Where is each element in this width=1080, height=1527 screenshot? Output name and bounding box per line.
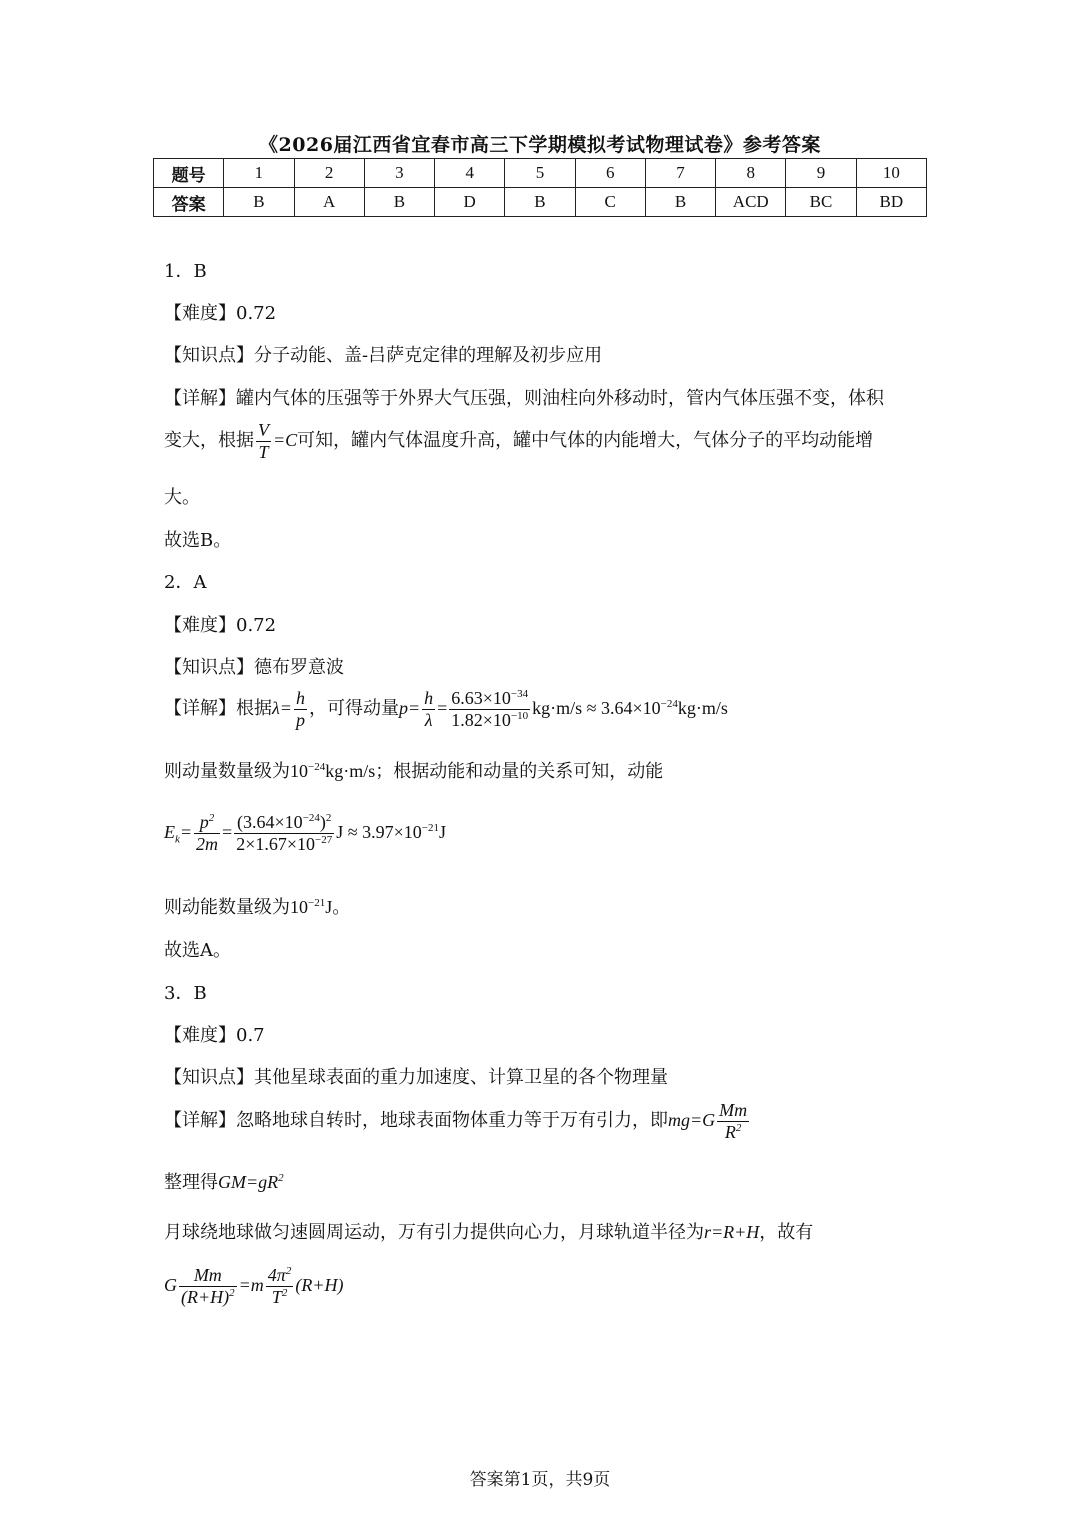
q2-formula-energy-fraction: $\frac{(3.64\times 10^{-24})^2}{2\times 1.67\times 10^{-27}}$ <box>236 812 333 854</box>
q3-detail-line1 <box>164 1100 751 1142</box>
answer-cell: ACD <box>716 188 786 217</box>
answer-table <box>153 158 927 217</box>
q3-line2-pre: 整理得 <box>164 1172 218 1193</box>
q2-formula-eq2: = <box>222 822 233 843</box>
question-number-cell: 2 <box>294 159 364 188</box>
table-row-answers <box>154 188 927 217</box>
q2-detail-line4 <box>164 893 350 919</box>
answer-cell: BC <box>786 188 856 217</box>
q3-detail-line3 <box>164 1218 813 1244</box>
q3-formula-g: G <box>164 1275 177 1296</box>
q2-formula-momentum-fraction: $\frac{6.63\times 10^{-34}}{1.82\times 10^{-10}}$ <box>451 688 529 730</box>
answer-cell: D <box>435 188 505 217</box>
answer-cell: B <box>224 188 294 217</box>
q3-formula-eq-m: =m <box>238 1275 264 1296</box>
q3-heading: 3．B <box>164 983 207 1004</box>
q3-line3-pre: 月球绕地球做匀速圆周运动，万有引力提供向心力，月球轨道半径为 <box>164 1222 704 1243</box>
q1-detail-line1: 【详解】罐内气体的压强等于外界大气压强，则油柱向外移动时，管内气体压强不变，体积 <box>164 388 884 409</box>
q2-conclusion: 故选A。 <box>164 940 231 961</box>
question-number-cell: 7 <box>645 159 715 188</box>
q3-detail-line2 <box>164 1168 284 1194</box>
q1-formula-c: =C <box>273 430 298 451</box>
q2-formula-h-over-p: $\frac{h}{p}$ <box>295 688 305 730</box>
q2-heading: 2．A <box>164 572 207 593</box>
q3-formula-r: r=R+H <box>704 1222 760 1242</box>
answer-cell: A <box>294 188 364 217</box>
q3-formula-gm: $GM=gR^2$ <box>218 1172 284 1192</box>
q1-detail-line2-post: 可知，罐内气体温度升高，罐中气体的内能增大，气体分子的平均动能增 <box>297 430 874 452</box>
answer-cell: B <box>505 188 575 217</box>
question-number-cell: 8 <box>716 159 786 188</box>
q1-heading: 1．B <box>164 261 207 282</box>
q2-difficulty: 【难度】0.72 <box>164 615 277 636</box>
q3-difficulty: 【难度】0.7 <box>164 1025 265 1046</box>
q2-formula-ek: $E_k=$ <box>164 822 193 846</box>
q2-knowledge: 【知识点】德布罗意波 <box>164 657 344 678</box>
table-row-numbers <box>154 159 927 188</box>
q2-detail-mid: ，可得动量 <box>308 698 399 720</box>
q2-formula-p2-over-2m: $\frac{p^2}{2m}$ <box>196 812 219 854</box>
q2-line4-post: 。 <box>332 897 351 918</box>
q2-formula-lambda: λ= <box>272 698 292 719</box>
question-number-cell: 3 <box>364 159 434 188</box>
q1-detail-line2-pre: 变大，根据 <box>164 430 254 452</box>
row-label-answer: 答案 <box>154 188 224 217</box>
question-number-cell: 5 <box>505 159 575 188</box>
q3-line3-post: ，故有 <box>759 1222 814 1243</box>
q2-energy-formula <box>164 812 446 854</box>
q3-orbit-formula <box>164 1265 343 1307</box>
q1-conclusion: 故选B。 <box>164 530 232 551</box>
q2-formula-momentum-order: $10^{-24}kg\cdot m/s$ <box>290 761 376 781</box>
answer-cell: B <box>645 188 715 217</box>
question-number-cell: 10 <box>856 159 926 188</box>
q3-formula-mm-over-r2: $\frac{Mm}{R^2}$ <box>719 1100 748 1142</box>
q2-formula-energy-result: $J \approx 3.97\times 10^{-21}J$ <box>336 822 447 843</box>
page-title: 《2026届江西省宜春市高三下学期模拟考试物理试卷》参考答案 <box>259 134 821 156</box>
q1-knowledge: 【知识点】分子动能、盖-吕萨克定律的理解及初步应用 <box>164 345 603 366</box>
q3-formula-mg: mg=G <box>668 1110 716 1131</box>
q3-detail-pre: 【详解】忽略地球自转时，地球表面物体重力等于万有引力，即 <box>164 1110 668 1132</box>
q2-formula-energy-order: $10^{-21}J$ <box>290 897 333 917</box>
q2-line2-post: ；根据动能和动量的关系可知，动能 <box>375 761 664 782</box>
q2-line2-pre: 则动量数量级为 <box>164 761 290 782</box>
q2-line4-pre: 则动能数量级为 <box>164 897 290 918</box>
answer-cell: B <box>364 188 434 217</box>
answer-cell: BD <box>856 188 926 217</box>
q2-formula-p: p= <box>398 698 421 719</box>
question-number-cell: 4 <box>435 159 505 188</box>
q1-detail-line3: 大。 <box>164 487 200 508</box>
q2-formula-momentum-result: $kg\cdot m/s \approx 3.64\times 10^{-24}kg\cdot m/s$ <box>532 698 728 719</box>
q1-difficulty: 【难度】0.72 <box>164 303 277 324</box>
q1-detail-line2 <box>164 420 873 462</box>
q3-formula-mm-over-rh2: $\frac{Mm}{(R+H)^2}$ <box>181 1265 235 1307</box>
q2-formula-eq: = <box>437 698 448 719</box>
question-number-cell: 1 <box>224 159 294 188</box>
q3-formula-4pi2-over-t2: $\frac{4\pi^2}{T^2}$ <box>267 1265 292 1307</box>
page-footer: 答案第1页，共9页 <box>469 1470 611 1490</box>
question-number-cell: 9 <box>786 159 856 188</box>
q3-formula-rh: (R+H) <box>295 1275 344 1296</box>
row-label-number: 题号 <box>154 159 224 188</box>
q2-formula-h-over-lambda: $\frac{h}{\lambda}$ <box>424 688 434 730</box>
q2-detail-pre: 【详解】根据 <box>164 698 272 720</box>
q2-detail-line2 <box>164 757 663 783</box>
q2-detail-line1 <box>164 688 728 730</box>
q1-formula-v-over-t: $\frac{V}{T}$ <box>258 420 269 462</box>
q3-knowledge: 【知识点】其他星球表面的重力加速度、计算卫星的各个物理量 <box>164 1067 668 1088</box>
question-number-cell: 6 <box>575 159 645 188</box>
answer-cell: C <box>575 188 645 217</box>
